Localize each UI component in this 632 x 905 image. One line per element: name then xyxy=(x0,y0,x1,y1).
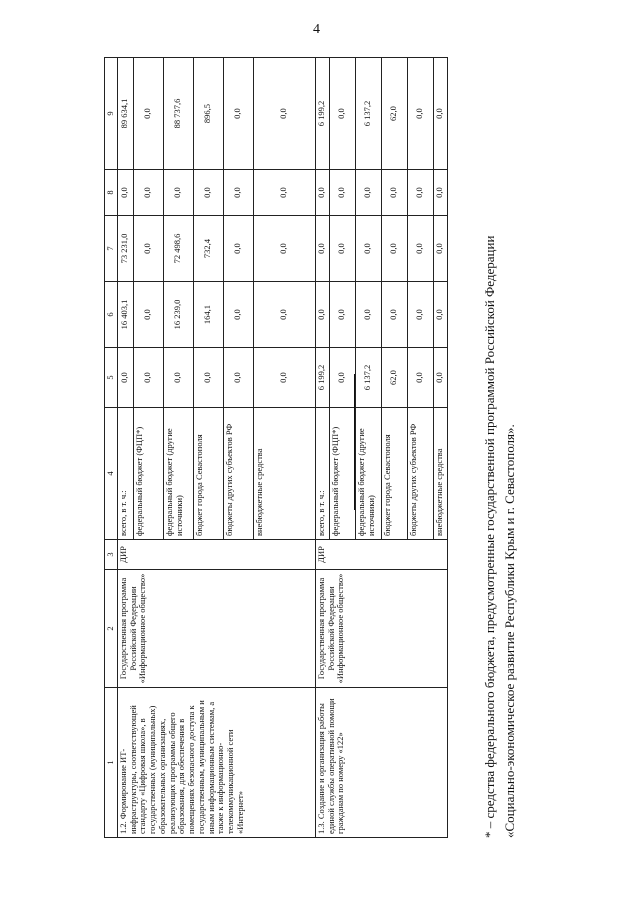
value-cell: 0,0 xyxy=(315,216,329,282)
value-cell: 0,0 xyxy=(133,216,163,282)
measure-description: 1.3. Создание и организация работы единой службы оперативной помощи гражданам по номеру «122» xyxy=(315,688,447,838)
value-cell: 0,0 xyxy=(433,216,447,282)
value-cell: 6 199,2 xyxy=(315,58,329,170)
funding-source: бюджет города Севастополя xyxy=(193,408,223,540)
footnote-line: «Социально-экономическое развитие Республики Крым и г. Севастополя». xyxy=(502,424,518,838)
funding-source: федеральный бюджет (ФЦП*) xyxy=(133,408,163,540)
table-row xyxy=(117,58,133,838)
value-cell: 0,0 xyxy=(433,58,447,170)
value-cell: 0,0 xyxy=(407,348,433,408)
separator-line xyxy=(354,374,355,510)
value-cell: 0,0 xyxy=(253,282,315,348)
value-cell: 0,0 xyxy=(163,170,193,216)
value-cell: 89 634,1 xyxy=(117,58,133,170)
value-cell: 0,0 xyxy=(223,216,253,282)
value-cell: 0,0 xyxy=(253,348,315,408)
program-name: Государственная программа Российской Федерации «Информационное общество» xyxy=(117,570,315,688)
funding-source: бюджет города Севастополя xyxy=(381,408,407,540)
value-cell: 0,0 xyxy=(253,216,315,282)
value-cell: 16 403,1 xyxy=(117,282,133,348)
footnote-line: * – средства федерального бюджета, предусмотренные государственной программой Российской Федерации xyxy=(482,235,497,838)
column-header: 2 xyxy=(105,570,118,688)
column-header: 5 xyxy=(105,348,118,408)
value-cell: 0,0 xyxy=(407,58,433,170)
column-header: 8 xyxy=(105,170,118,216)
value-cell: 732,4 xyxy=(193,216,223,282)
value-cell: 0,0 xyxy=(193,348,223,408)
funding-source: федеральный бюджет (ФЦП*) xyxy=(329,408,355,540)
value-cell: 0,0 xyxy=(329,282,355,348)
value-cell: 0,0 xyxy=(315,282,329,348)
value-cell: 0,0 xyxy=(381,282,407,348)
value-cell: 6 199,2 xyxy=(315,348,329,408)
value-cell: 164,1 xyxy=(193,282,223,348)
value-cell: 6 137,2 xyxy=(355,58,381,170)
value-cell: 0,0 xyxy=(223,170,253,216)
funding-source: всего, в т. ч.: xyxy=(315,408,329,540)
header-row xyxy=(105,58,118,838)
funding-source: бюджеты других субъектов РФ xyxy=(407,408,433,540)
page-number: 4 xyxy=(313,22,320,37)
measure-description: 1.2. Формирование ИТ-инфраструктуры, соответствующей стандарту «Цифровая школа», в государственных (муниципальных) образовательных организациях, реализующих программы общего образования, для обеспечения в помещениях безопасного доступа к государственным, муниципальным и иным информационным системам, а также к информационно-телекоммуникационной сети «Интернет» xyxy=(117,688,315,838)
executor: ДИР xyxy=(117,540,315,570)
value-cell: 72 498,6 xyxy=(163,216,193,282)
value-cell: 0,0 xyxy=(253,170,315,216)
value-cell: 0,0 xyxy=(315,170,329,216)
column-header: 4 xyxy=(105,408,118,540)
financing-table xyxy=(104,57,448,838)
funding-source: внебюджетные средства xyxy=(433,408,447,540)
funding-source: федеральный бюджет (другие источники) xyxy=(355,408,381,540)
funding-source: бюджеты других субъектов РФ xyxy=(223,408,253,540)
funding-source: федеральный бюджет (другие источники) xyxy=(163,408,193,540)
value-cell: 0,0 xyxy=(133,58,163,170)
landscape-content xyxy=(104,58,624,838)
value-cell: 0,0 xyxy=(329,170,355,216)
value-cell: 0,0 xyxy=(433,170,447,216)
value-cell: 0,0 xyxy=(133,282,163,348)
value-cell: 896,5 xyxy=(193,58,223,170)
funding-source: всего, в т. ч.: xyxy=(117,408,133,540)
value-cell: 73 231,0 xyxy=(117,216,133,282)
value-cell: 0,0 xyxy=(193,170,223,216)
value-cell: 0,0 xyxy=(117,348,133,408)
value-cell: 0,0 xyxy=(223,58,253,170)
value-cell: 0,0 xyxy=(223,348,253,408)
program-name: Государственная программа Российской Федерации «Информационное общество» xyxy=(315,570,447,688)
value-cell: 0,0 xyxy=(355,216,381,282)
value-cell: 0,0 xyxy=(117,170,133,216)
column-header: 6 xyxy=(105,282,118,348)
value-cell: 0,0 xyxy=(163,348,193,408)
value-cell: 0,0 xyxy=(253,58,315,170)
value-cell: 62,0 xyxy=(381,348,407,408)
value-cell: 0,0 xyxy=(355,282,381,348)
value-cell: 16 239,0 xyxy=(163,282,193,348)
value-cell: 0,0 xyxy=(433,282,447,348)
value-cell: 0,0 xyxy=(133,348,163,408)
value-cell: 0,0 xyxy=(355,170,381,216)
value-cell: 0,0 xyxy=(433,348,447,408)
executor: ДИР xyxy=(315,540,447,570)
value-cell: 0,0 xyxy=(329,348,355,408)
value-cell: 0,0 xyxy=(329,216,355,282)
value-cell: 88 737,6 xyxy=(163,58,193,170)
value-cell: 0,0 xyxy=(407,170,433,216)
value-cell: 0,0 xyxy=(223,282,253,348)
value-cell: 0,0 xyxy=(381,216,407,282)
funding-source: внебюджетные средства xyxy=(253,408,315,540)
value-cell: 0,0 xyxy=(407,282,433,348)
column-header: 7 xyxy=(105,216,118,282)
column-header: 3 xyxy=(105,540,118,570)
column-header: 1 xyxy=(105,688,118,838)
column-header: 9 xyxy=(105,58,118,170)
value-cell: 0,0 xyxy=(381,170,407,216)
footnote xyxy=(480,58,520,838)
value-cell: 6 137,2 xyxy=(355,348,381,408)
value-cell: 0,0 xyxy=(329,58,355,170)
value-cell: 0,0 xyxy=(133,170,163,216)
value-cell: 0,0 xyxy=(407,216,433,282)
table-row xyxy=(315,58,329,838)
value-cell: 62,0 xyxy=(381,58,407,170)
